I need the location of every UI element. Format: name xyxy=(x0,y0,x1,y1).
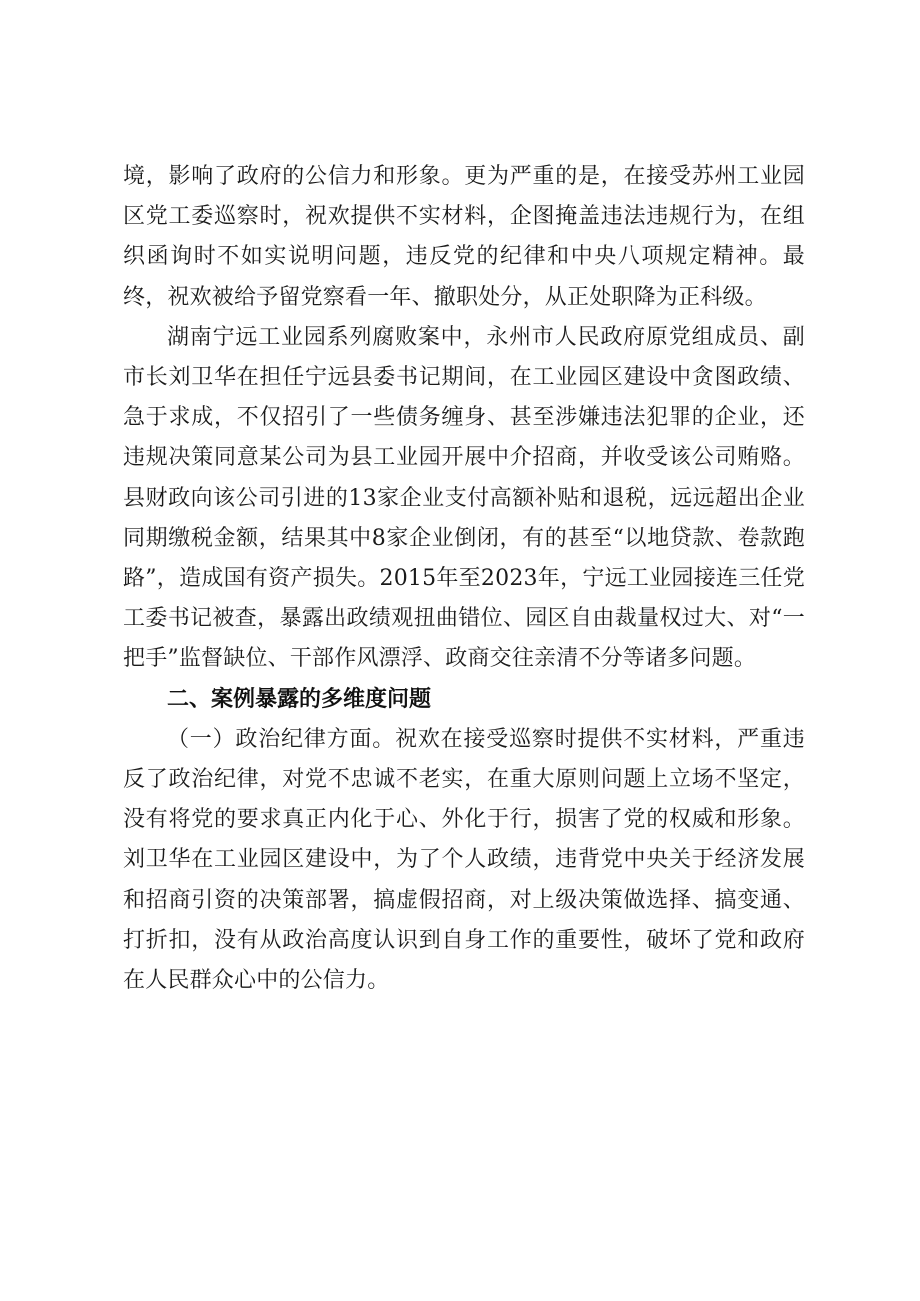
paragraph-political-discipline: （一）政治纪律方面。祝欢在接受巡察时提供不实材料，严重违反了政治纪律，对党不忠诚不老实，在重大原则问题上立场不坚定，没有将党的要求真正内化于心、外化于行，损害了党的权威和形象。刘卫华在工业园区建设中，为了个人政绩，违背党中央关于经济发展和招商引资的决策部署，搞虚假招商，对上级决策做选择、搞变通、打折扣，没有从政治高度认识到自身工作的重要性，破坏了党和政府在人民群众心中的公信力。 xyxy=(123,726,805,994)
paragraph-continuation: 境，影响了政府的公信力和形象。更为严重的是，在接受苏州工业园区党工委巡察时，祝欢提供不实材料，企图掩盖违法违规行为，在组织函询时不如实说明问题，违反党的纪律和中央八项规定精神。最终，祝欢被给予留党察看一年、撤职处分，从正处职降为正科级。 xyxy=(123,164,805,310)
paragraph-ningyuan-case: 湖南宁远工业园系列腐败案中，永州市人民政府原党组成员、副市长刘卫华在担任宁远县委书记期间，在工业园区建设中贪图政绩、急于求成，不仅招引了一些债务缠身、甚至涉嫌违法犯罪的企业，还违规决策同意某公司为县工业园开展中介招商，并收受该公司贿赂。县财政向该公司引进的13家企业支付高额补贴和退税，远远超出企业同期缴税金额，结果其中8家企业倒闭，有的甚至“以地贷款、卷款跑路”，造成国有资产损失。2015年至2023年，宁远工业园接连三任党工委书记被查，暴露出政绩观扭曲错位、园区自由裁量权过大、对“一把手”监督缺位、干部作风漂浮、政商交往亲清不分等诸多问题。 xyxy=(123,324,805,672)
section-heading: 二、案例暴露的多维度问题 xyxy=(167,686,432,712)
document-body xyxy=(123,157,805,1001)
